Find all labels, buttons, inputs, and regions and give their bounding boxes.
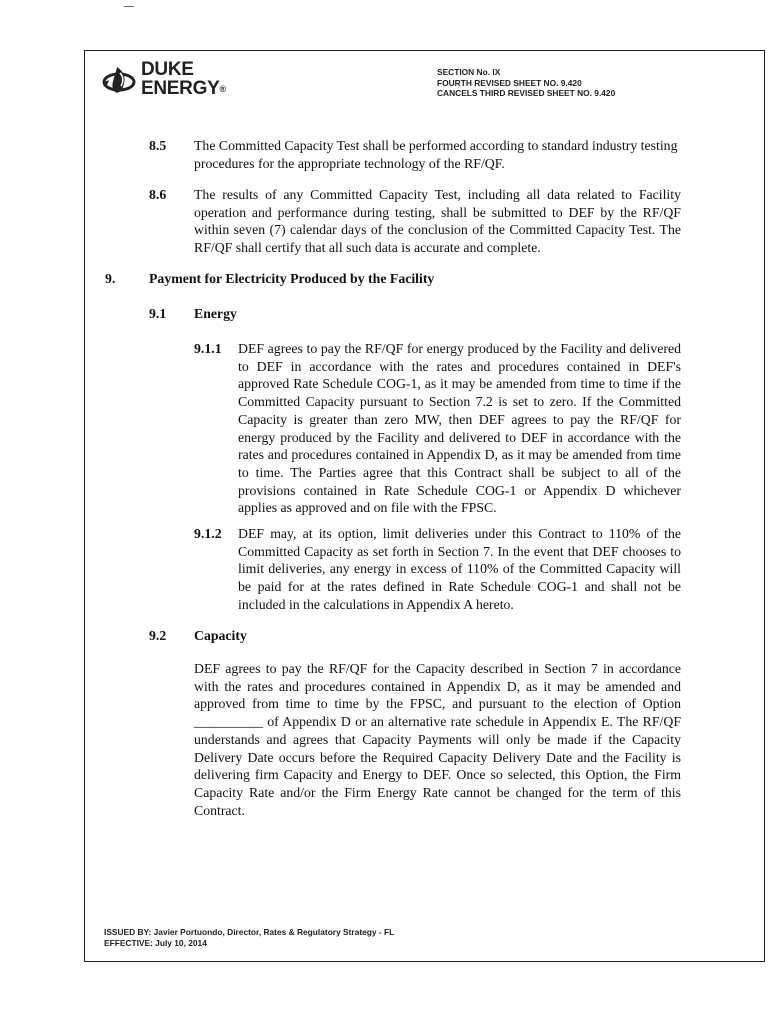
logo-word-duke: DUKE — [141, 59, 194, 80]
section-9-title: Payment for Electricity Produced by the Facility — [149, 271, 435, 286]
cancelled-sheet: CANCELS THIRD REVISED SHEET NO. 9.420 — [437, 88, 616, 99]
sheet-header — [437, 67, 615, 99]
issuance-footer — [104, 927, 394, 948]
section-9-1-title: Energy — [194, 306, 237, 321]
duke-energy-flame-icon — [101, 59, 141, 105]
para-9-1-1-text: DEF agrees to pay the RF/QF for energy produced by the Facility and delivered to DEF in accordance with the rates and procedures contained in DEF's approved Rate Schedule COG-1, as it may be amended from time to time if the Committed Capacity pursuant to Section 7.2 is set to zero. If the Committed Capacity is greater than zero MW, then DEF agrees to pay the RF/QF for energy produced by the Facility and delivered to DEF in accordance with the rates and procedures contained in Appendix D, as it may be amended from time to time. The Parties agree that this Contract shall be subject to all of the provisions contained in Rate Schedule COG-1 or Appendix D whichever applies as approved and on file with the FPSC. — [238, 341, 681, 516]
section-9-2-title: Capacity — [194, 628, 247, 643]
scan-mark — [124, 6, 134, 7]
logo-word-energy — [141, 79, 226, 99]
issued-by: ISSUED BY: Javier Portuondo, Director, Rates & Regulatory Strategy - FL — [104, 927, 395, 937]
para-9-1-1-number: 9.1.1 — [194, 341, 222, 356]
registered-mark: ® — [219, 84, 226, 94]
para-9-2-text: DEF agrees to pay the RF/QF for the Capacity described in Section 7 in accordance with the rates and procedures contained in Appendix D, as it may be amended and approved from time to time by the FPSC, and pursuant to the election of Option __________ of Appendix D or an alternative rate schedule in Appendix E. The RF/QF understands and agrees that Capacity Payments will only be made if the Capacity Delivery Date occurs before the Required Capacity Delivery Date and the Facility is delivering firm Capacity and Energy to DEF. Once so selected, this Option, the Firm Capacity Rate and/or the Firm Energy Rate cannot be changed for the term of this Contract. — [194, 661, 681, 818]
section-9-1-number: 9.1 — [149, 306, 167, 321]
para-8-6-number: 8.6 — [149, 187, 167, 202]
para-8-5-text: The Committed Capacity Test shall be performed according to standard industry testing procedures for the appropriate technology of the RF/QF. — [194, 138, 678, 171]
section-9-2-number: 9.2 — [149, 628, 167, 643]
para-8-5-number: 8.5 — [149, 138, 167, 153]
duke-energy-logo — [101, 59, 226, 105]
para-9-1-2-number: 9.1.2 — [194, 526, 222, 541]
para-9-1-2-text: DEF may, at its option, limit deliveries under this Contract to 110% of the Committed Capacity as set forth in Section 7. In the event that DEF chooses to limit deliveries, any energy in excess of 110% of the Committed Capacity will be paid for at the rates defined in Rate Schedule COG-1 and shall not be included in the calculations in Appendix A hereto. — [238, 526, 681, 612]
section-9-number: 9. — [105, 271, 116, 286]
para-8-6-text: The results of any Committed Capacity Test, including all data related to Facility operation and performance during testing, shall be submitted to DEF by the RF/QF within seven (7) calendar days of the conclusion of the Committed Capacity Test. The RF/QF shall certify that all such data is accurate and complete. — [194, 187, 681, 256]
section-number: SECTION No. IX — [437, 67, 501, 77]
revised-sheet: FOURTH REVISED SHEET NO. 9.420 — [437, 77, 582, 88]
logo-word-energy-text: ENERGY — [141, 78, 220, 99]
effective-date: EFFECTIVE: July 10, 2014 — [104, 937, 207, 948]
